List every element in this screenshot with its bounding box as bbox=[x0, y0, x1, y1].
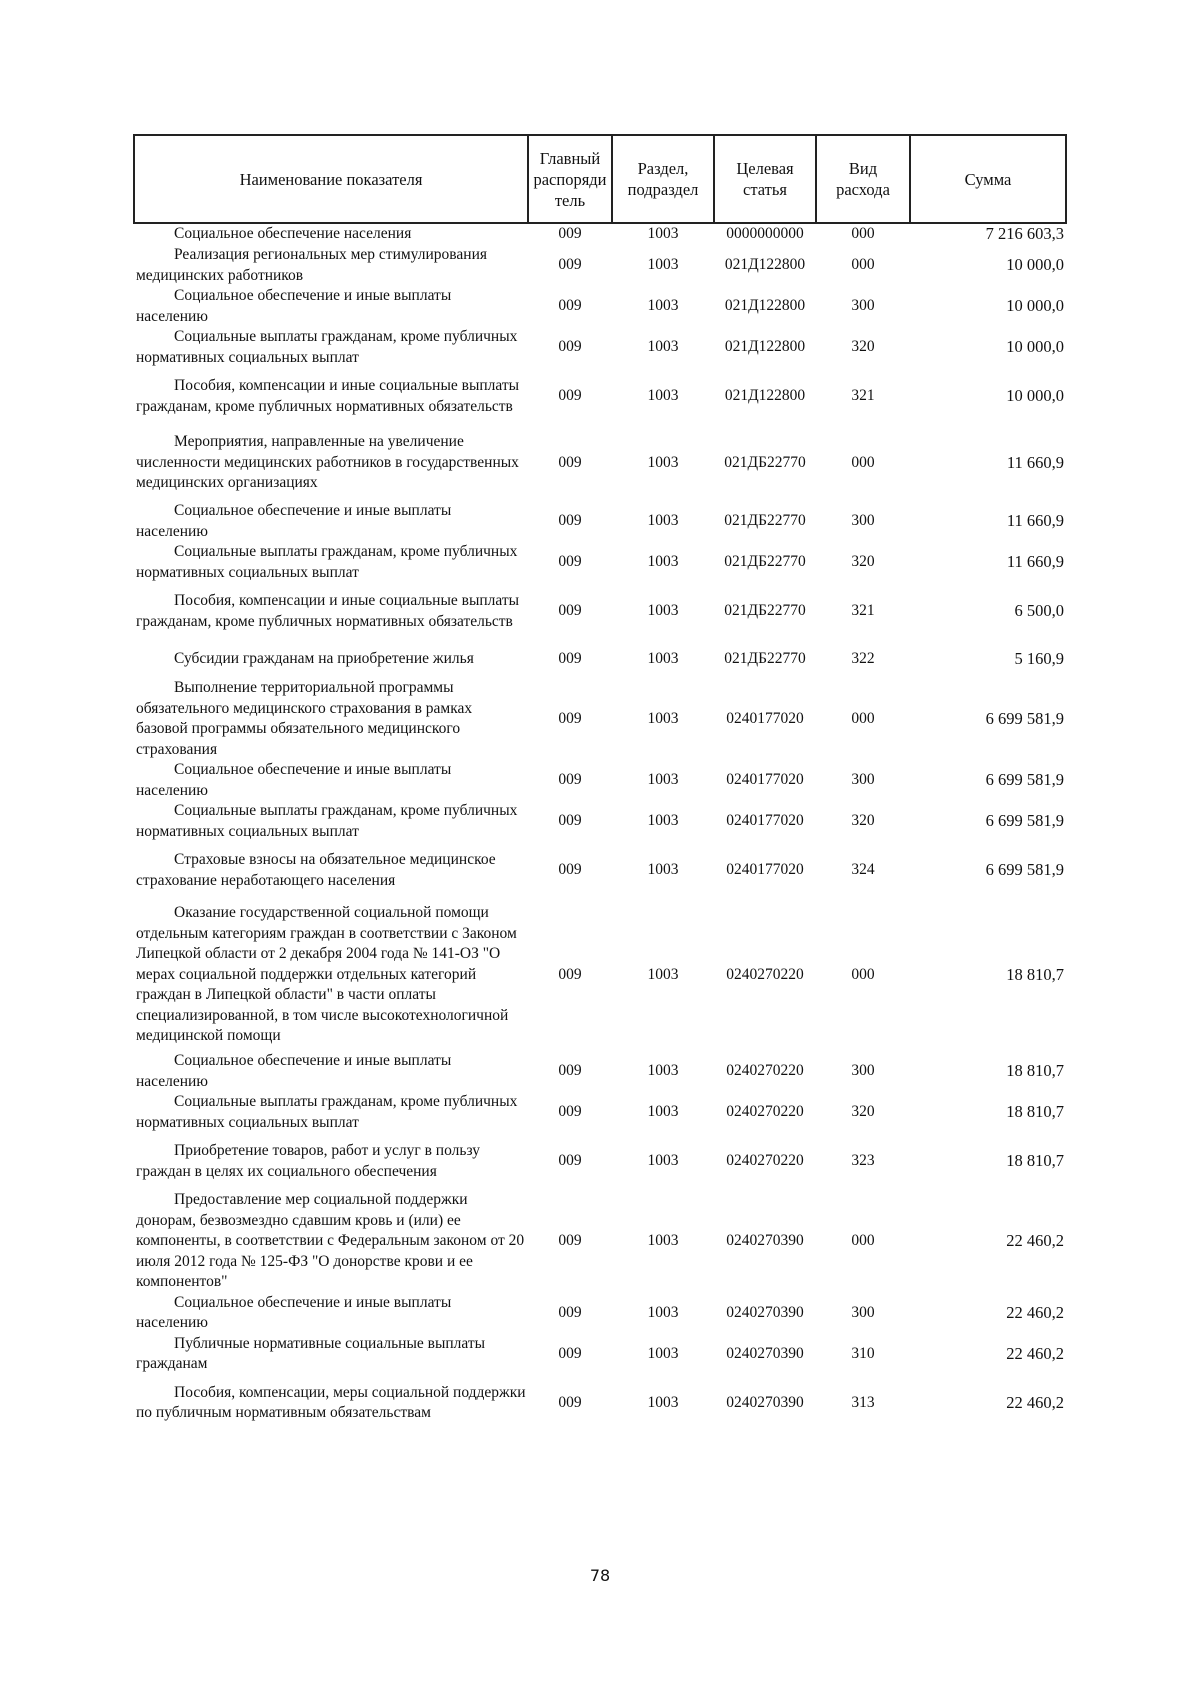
row-summa: 5 160,9 bbox=[1014, 648, 1064, 668]
table-row bbox=[134, 1293, 1066, 1334]
row-glav: 009 bbox=[558, 338, 582, 356]
header-glav: Главный распоряди тель bbox=[528, 135, 612, 223]
row-cel: 0240177020 bbox=[726, 812, 804, 830]
row-cel: 021Д122800 bbox=[724, 338, 806, 356]
row-name: Страховые взносы на обязательное медицинское страхование неработающего населения bbox=[136, 851, 496, 889]
row-summa: 6 699 581,9 bbox=[985, 811, 1064, 831]
row-vid: 322 bbox=[851, 649, 875, 667]
header-cel: Целевая статья bbox=[714, 135, 816, 223]
row-glav: 009 bbox=[558, 1103, 582, 1121]
row-name: Мероприятия, направленные на увеличение численности медицинских работников в государственных медицинских организациях bbox=[136, 433, 519, 492]
row-name: Социальное обеспечение и иные выплаты населению bbox=[136, 1293, 452, 1331]
row-name: Социальное обеспечение и иные выплаты населению bbox=[136, 287, 452, 325]
table-row bbox=[134, 286, 1066, 327]
table-row bbox=[134, 842, 1066, 899]
row-summa: 6 699 581,9 bbox=[985, 708, 1064, 728]
row-name: Реализация региональных мер стимулирования медицинских работников bbox=[136, 246, 487, 284]
row-glav: 009 bbox=[558, 512, 582, 530]
row-glav: 009 bbox=[558, 225, 582, 243]
budget-table bbox=[133, 134, 1067, 1432]
row-razdel: 1003 bbox=[647, 1103, 679, 1121]
row-summa: 22 460,2 bbox=[1006, 1302, 1064, 1322]
row-summa: 10 000,0 bbox=[1006, 337, 1064, 357]
row-razdel: 1003 bbox=[647, 453, 679, 471]
row-name: Выполнение территориальной программы обязательного медицинского страхования в рамках базовой программы обязательного медицинского страхования bbox=[136, 679, 473, 758]
row-glav: 009 bbox=[558, 649, 582, 667]
row-summa: 18 810,7 bbox=[1006, 1102, 1064, 1122]
row-razdel: 1003 bbox=[647, 297, 679, 315]
header-name: Наименование показателя bbox=[134, 135, 528, 223]
row-cel: 0240270390 bbox=[726, 1393, 804, 1411]
row-glav: 009 bbox=[558, 1393, 582, 1411]
table-row bbox=[134, 1051, 1066, 1092]
row-razdel: 1003 bbox=[647, 812, 679, 830]
row-name: Оказание государственной социальной помощи отдельным категориям граждан в соответствии с Законом Липецкой области от 2 декабря 2004 года № 141-ОЗ "О мерах социальной поддержки отдельных категорий граждан в Липецкой области" в части оплаты специализированной, в том числе высокотехнологичной медицинской помощи bbox=[136, 904, 517, 1045]
row-name: Пособия, компенсации и иные социальные выплаты гражданам, кроме публичных нормативных обязательств bbox=[136, 592, 520, 630]
page-number: 78 bbox=[589, 1566, 611, 1585]
row-razdel: 1003 bbox=[647, 965, 679, 983]
row-vid: 300 bbox=[851, 297, 875, 315]
row-name: Приобретение товаров, работ и услуг в пользу граждан в целях их социального обеспечения bbox=[136, 1142, 480, 1180]
row-vid: 300 bbox=[851, 771, 875, 789]
row-cel: 0240270220 bbox=[726, 1152, 804, 1170]
row-razdel: 1003 bbox=[647, 861, 679, 879]
row-cel: 0240177020 bbox=[726, 771, 804, 789]
row-cel: 021ДБ22770 bbox=[724, 453, 806, 471]
row-summa: 11 660,9 bbox=[1006, 452, 1064, 472]
row-summa: 18 810,7 bbox=[1006, 1061, 1064, 1081]
row-razdel: 1003 bbox=[647, 387, 679, 405]
row-glav: 009 bbox=[558, 1303, 582, 1321]
row-vid: 320 bbox=[851, 1103, 875, 1121]
row-razdel: 1003 bbox=[647, 256, 679, 274]
row-glav: 009 bbox=[558, 602, 582, 620]
table-row bbox=[134, 1375, 1066, 1432]
row-vid: 320 bbox=[851, 338, 875, 356]
row-name: Субсидии гражданам на приобретение жилья bbox=[174, 649, 474, 667]
row-name: Социальные выплаты гражданам, кроме публичных нормативных социальных выплат bbox=[136, 328, 518, 366]
row-name: Социальные выплаты гражданам, кроме публичных нормативных социальных выплат bbox=[136, 802, 518, 840]
row-vid: 000 bbox=[851, 965, 875, 983]
row-vid: 320 bbox=[851, 553, 875, 571]
row-cel: 021ДБ22770 bbox=[724, 553, 806, 571]
row-razdel: 1003 bbox=[647, 338, 679, 356]
row-cel: 0240270390 bbox=[726, 1303, 804, 1321]
table-row bbox=[134, 368, 1066, 425]
row-vid: 320 bbox=[851, 812, 875, 830]
row-glav: 009 bbox=[558, 709, 582, 727]
row-razdel: 1003 bbox=[647, 709, 679, 727]
row-glav: 009 bbox=[558, 1232, 582, 1249]
table-row bbox=[134, 899, 1066, 1051]
row-summa: 22 460,2 bbox=[1006, 1231, 1064, 1250]
row-cel: 021Д122800 bbox=[724, 387, 806, 405]
row-summa: 11 660,9 bbox=[1006, 552, 1064, 572]
row-cel: 021ДБ22770 bbox=[724, 512, 806, 530]
header-summa: Сумма bbox=[910, 135, 1066, 223]
row-name: Социальное обеспечение и иные выплаты населению bbox=[136, 1052, 452, 1090]
row-glav: 009 bbox=[558, 965, 582, 983]
table-row bbox=[134, 801, 1066, 842]
row-name: Социальное обеспечение и иные выплаты населению bbox=[136, 761, 452, 799]
row-razdel: 1003 bbox=[647, 225, 679, 243]
row-summa: 11 660,9 bbox=[1006, 511, 1064, 531]
table-row bbox=[134, 1334, 1066, 1375]
row-vid: 310 bbox=[851, 1344, 875, 1362]
row-name: Пособия, компенсации и иные социальные выплаты гражданам, кроме публичных нормативных обязательств bbox=[136, 377, 520, 415]
row-razdel: 1003 bbox=[647, 1152, 679, 1170]
row-summa: 18 810,7 bbox=[1006, 1151, 1064, 1171]
table-row bbox=[134, 583, 1066, 640]
row-razdel: 1003 bbox=[647, 1393, 679, 1411]
table-row bbox=[134, 760, 1066, 801]
row-glav: 009 bbox=[558, 297, 582, 315]
row-glav: 009 bbox=[558, 812, 582, 830]
row-glav: 009 bbox=[558, 553, 582, 571]
row-glav: 009 bbox=[558, 453, 582, 471]
row-cel: 0240270220 bbox=[726, 1103, 804, 1121]
row-vid: 321 bbox=[851, 387, 875, 405]
row-razdel: 1003 bbox=[647, 1344, 679, 1362]
table-row bbox=[134, 542, 1066, 583]
row-razdel: 1003 bbox=[647, 1232, 679, 1249]
row-name: Социальные выплаты гражданам, кроме публичных нормативных социальных выплат bbox=[136, 543, 518, 581]
row-name: Предоставление мер социальной поддержки донорам, безвозмездно сдавшим кровь и (или) ее компоненты, в соответствии с Федеральным законом от 20 июля 2012 года № 125-ФЗ "О донорстве крови и ее компонентов" bbox=[136, 1191, 525, 1290]
row-vid: 324 bbox=[851, 861, 875, 879]
row-cel: 021ДБ22770 bbox=[724, 649, 806, 667]
row-summa: 10 000,0 bbox=[1006, 255, 1064, 275]
row-summa: 10 000,0 bbox=[1006, 386, 1064, 406]
row-vid: 000 bbox=[851, 225, 875, 243]
row-cel: 021Д122800 bbox=[724, 297, 806, 315]
row-vid: 313 bbox=[851, 1393, 875, 1411]
row-vid: 000 bbox=[851, 1232, 875, 1249]
row-summa: 6 500,0 bbox=[1014, 601, 1064, 621]
table-row bbox=[134, 327, 1066, 368]
table-row bbox=[134, 640, 1066, 678]
row-vid: 321 bbox=[851, 602, 875, 620]
row-glav: 009 bbox=[558, 387, 582, 405]
row-glav: 009 bbox=[558, 256, 582, 274]
row-name: Публичные нормативные социальные выплаты гражданам bbox=[136, 1334, 486, 1372]
row-cel: 0240177020 bbox=[726, 709, 804, 727]
row-vid: 323 bbox=[851, 1152, 875, 1170]
table-header-row bbox=[134, 135, 1066, 223]
row-summa: 7 216 603,3 bbox=[985, 224, 1064, 244]
row-vid: 000 bbox=[851, 256, 875, 274]
row-razdel: 1003 bbox=[647, 512, 679, 530]
row-vid: 300 bbox=[851, 1062, 875, 1080]
row-name: Пособия, компенсации, меры социальной поддержки по публичным нормативным обязательствам bbox=[136, 1383, 526, 1421]
table-row bbox=[134, 501, 1066, 542]
row-vid: 300 bbox=[851, 512, 875, 530]
row-cel: 0240270220 bbox=[726, 1062, 804, 1080]
row-glav: 009 bbox=[558, 1062, 582, 1080]
row-cel: 0240270390 bbox=[726, 1344, 804, 1362]
row-glav: 009 bbox=[558, 771, 582, 789]
row-name: Социальное обеспечение и иные выплаты населению bbox=[136, 502, 452, 540]
row-razdel: 1003 bbox=[647, 771, 679, 789]
row-cel: 0240270390 bbox=[726, 1232, 804, 1249]
table-row bbox=[134, 1133, 1066, 1190]
row-razdel: 1003 bbox=[647, 602, 679, 620]
table-row bbox=[134, 245, 1066, 286]
row-name: Социальное обеспечение населения bbox=[174, 225, 412, 243]
row-cel: 0000000000 bbox=[726, 225, 804, 243]
row-cel: 021Д122800 bbox=[724, 256, 806, 274]
row-cel: 021ДБ22770 bbox=[724, 602, 806, 620]
table-row bbox=[134, 1092, 1066, 1133]
row-summa: 10 000,0 bbox=[1006, 296, 1064, 316]
table-row bbox=[134, 1190, 1066, 1293]
row-glav: 009 bbox=[558, 1152, 582, 1170]
row-summa: 6 699 581,9 bbox=[985, 770, 1064, 790]
row-summa: 22 460,2 bbox=[1006, 1392, 1064, 1412]
row-glav: 009 bbox=[558, 1344, 582, 1362]
row-vid: 000 bbox=[851, 709, 875, 727]
row-vid: 300 bbox=[851, 1303, 875, 1321]
table-row bbox=[134, 678, 1066, 760]
row-summa: 6 699 581,9 bbox=[985, 860, 1064, 880]
row-cel: 0240270220 bbox=[726, 965, 804, 983]
row-cel: 0240177020 bbox=[726, 861, 804, 879]
table-row bbox=[134, 223, 1066, 245]
row-razdel: 1003 bbox=[647, 1062, 679, 1080]
row-name: Социальные выплаты гражданам, кроме публичных нормативных социальных выплат bbox=[136, 1093, 518, 1131]
header-razdel: Раздел, подраздел bbox=[612, 135, 714, 223]
row-summa: 22 460,2 bbox=[1006, 1343, 1064, 1363]
row-razdel: 1003 bbox=[647, 553, 679, 571]
row-glav: 009 bbox=[558, 861, 582, 879]
row-vid: 000 bbox=[851, 453, 875, 471]
row-razdel: 1003 bbox=[647, 649, 679, 667]
row-summa: 18 810,7 bbox=[1006, 964, 1064, 984]
row-razdel: 1003 bbox=[647, 1303, 679, 1321]
header-vid: Вид расхода bbox=[816, 135, 910, 223]
table-row bbox=[134, 425, 1066, 501]
